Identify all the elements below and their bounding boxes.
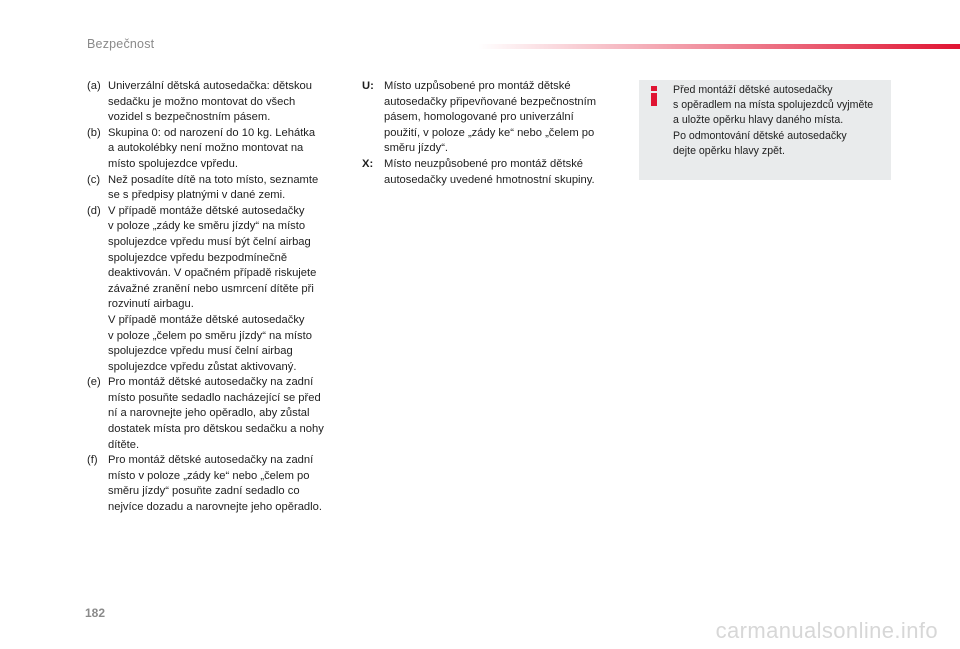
info-text: [673, 83, 887, 159]
left_column-item-text: [108, 453, 347, 515]
text-line: Místo uzpůsobené pro montáž dětské: [384, 80, 571, 92]
text-line: místo spolujezdce vpředu.: [108, 157, 238, 170]
text-line: Místo neuzpůsobené pro montáž dětské: [384, 157, 584, 170]
text-line: místo posuňte sedadlo nacházející se před: [108, 391, 321, 404]
info-icon: [648, 86, 660, 106]
left_column-item-text: [108, 173, 347, 204]
left_column-item: [87, 204, 347, 376]
middle_column-item-label: X:: [362, 157, 374, 170]
text-line: použití, v poloze „zády ke“ nebo „čelem po: [384, 126, 595, 139]
left_column-item-text: [108, 126, 347, 173]
left_column-item-text: [108, 79, 347, 126]
text-line: Než posadíte dítě na toto místo, seznamte: [108, 173, 319, 186]
middle-column: [362, 79, 622, 188]
left_column-item: [87, 375, 347, 453]
section-title: Bezpečnost: [87, 37, 155, 51]
text-line: ní a narovnejte jeho opěradlo, aby zůstal: [108, 407, 310, 420]
info-line: a uložte opěrku hlavy daného místa.: [673, 114, 844, 127]
text-line: deaktivován. V opačném případě riskujete: [108, 267, 317, 280]
text-line: nejvíce dozadu a narovnejte jeho opěradlo.: [108, 501, 322, 514]
middle_column-item: [362, 79, 622, 157]
text-line: Pro montáž dětské autosedačky na zadní: [108, 454, 314, 467]
text-line: dítěte.: [108, 438, 140, 451]
left_column-item-label: (a): [87, 80, 101, 92]
text-line: se s předpisy platnými v dané zemi.: [108, 189, 286, 202]
text-line: v poloze „zády ke směru jízdy“ na místo: [108, 220, 306, 233]
left_column-item: [87, 453, 347, 515]
info-line: Po odmontování dětské autosedačky: [673, 129, 847, 142]
text-line: sedačku je možno montovat do všech: [108, 95, 296, 108]
text-line: spolujezdce vpředu musí být čelní airbag: [108, 235, 311, 248]
text-line: dostatek místa pro dětskou sedačku a nohy: [108, 423, 324, 436]
text-line: V případě montáže dětské autosedačky: [108, 313, 305, 326]
left_column-item-label: (e): [87, 376, 101, 389]
info-line: Před montáží dětské autosedačky: [673, 84, 833, 96]
left_column-item: [87, 79, 347, 126]
watermark: carmanualsonline.info: [715, 618, 938, 643]
text-line: pásem, homologované pro univerzální: [384, 111, 574, 124]
text-line: V případě montáže dětské autosedačky: [108, 204, 305, 217]
text-line: Pro montáž dětské autosedačky na zadní: [108, 376, 314, 389]
text-line: spolujezdce vpředu musí čelní airbag: [108, 345, 293, 358]
left_column-item-text: [108, 375, 347, 453]
text-line: a autokolébky není možno montovat na: [108, 142, 304, 155]
text-line: závažné zranění nebo usmrcení dítěte při: [108, 282, 314, 295]
text-line: Skupina 0: od narození do 10 kg. Lehátka: [108, 126, 316, 139]
left_column-item-label: (f): [87, 454, 98, 467]
info-line: s opěradlem na místa spolujezdců vyjměte: [673, 99, 874, 112]
left_column-item-label: (b): [87, 126, 101, 139]
middle_column-item-label: U:: [362, 80, 374, 92]
info-box: [639, 80, 891, 180]
left_column-item-text: [108, 204, 347, 376]
middle_column-item: [362, 157, 622, 188]
middle_column-item-text: [384, 157, 622, 188]
info-line: dejte opěrku hlavy zpět.: [673, 144, 785, 157]
left-column: [87, 79, 347, 516]
left_column-item-label: (c): [87, 173, 101, 186]
text-line: Univerzální dětská autosedačka: dětskou: [108, 80, 312, 92]
text-line: místo v poloze „zády ke“ nebo „čelem po: [108, 469, 310, 482]
text-line: směru jízdy“.: [384, 142, 449, 155]
left_column-item: [87, 126, 347, 173]
header-accent-bar: [478, 44, 960, 49]
page-number: 182: [85, 606, 106, 620]
text-line: spolujezdce vpředu bezpodmínečně: [108, 251, 288, 264]
left_column-item: [87, 173, 347, 204]
text-line: směru jízdy“ posuňte zadní sedadlo co: [108, 485, 300, 498]
text-line: rozvinutí airbagu.: [108, 298, 194, 311]
text-line: spolujezdce vpředu zůstat aktivovaný.: [108, 360, 297, 373]
text-line: autosedačky uvedené hmotnostní skupiny.: [384, 173, 595, 186]
text-line: vozidel s bezpečnostním pásem.: [108, 111, 271, 124]
left_column-item-label: (d): [87, 204, 101, 217]
middle_column-item-text: [384, 79, 622, 157]
text-line: autosedačky připevňované bezpečnostním: [384, 95, 597, 108]
text-line: v poloze „čelem po směru jízdy“ na místo: [108, 329, 312, 342]
